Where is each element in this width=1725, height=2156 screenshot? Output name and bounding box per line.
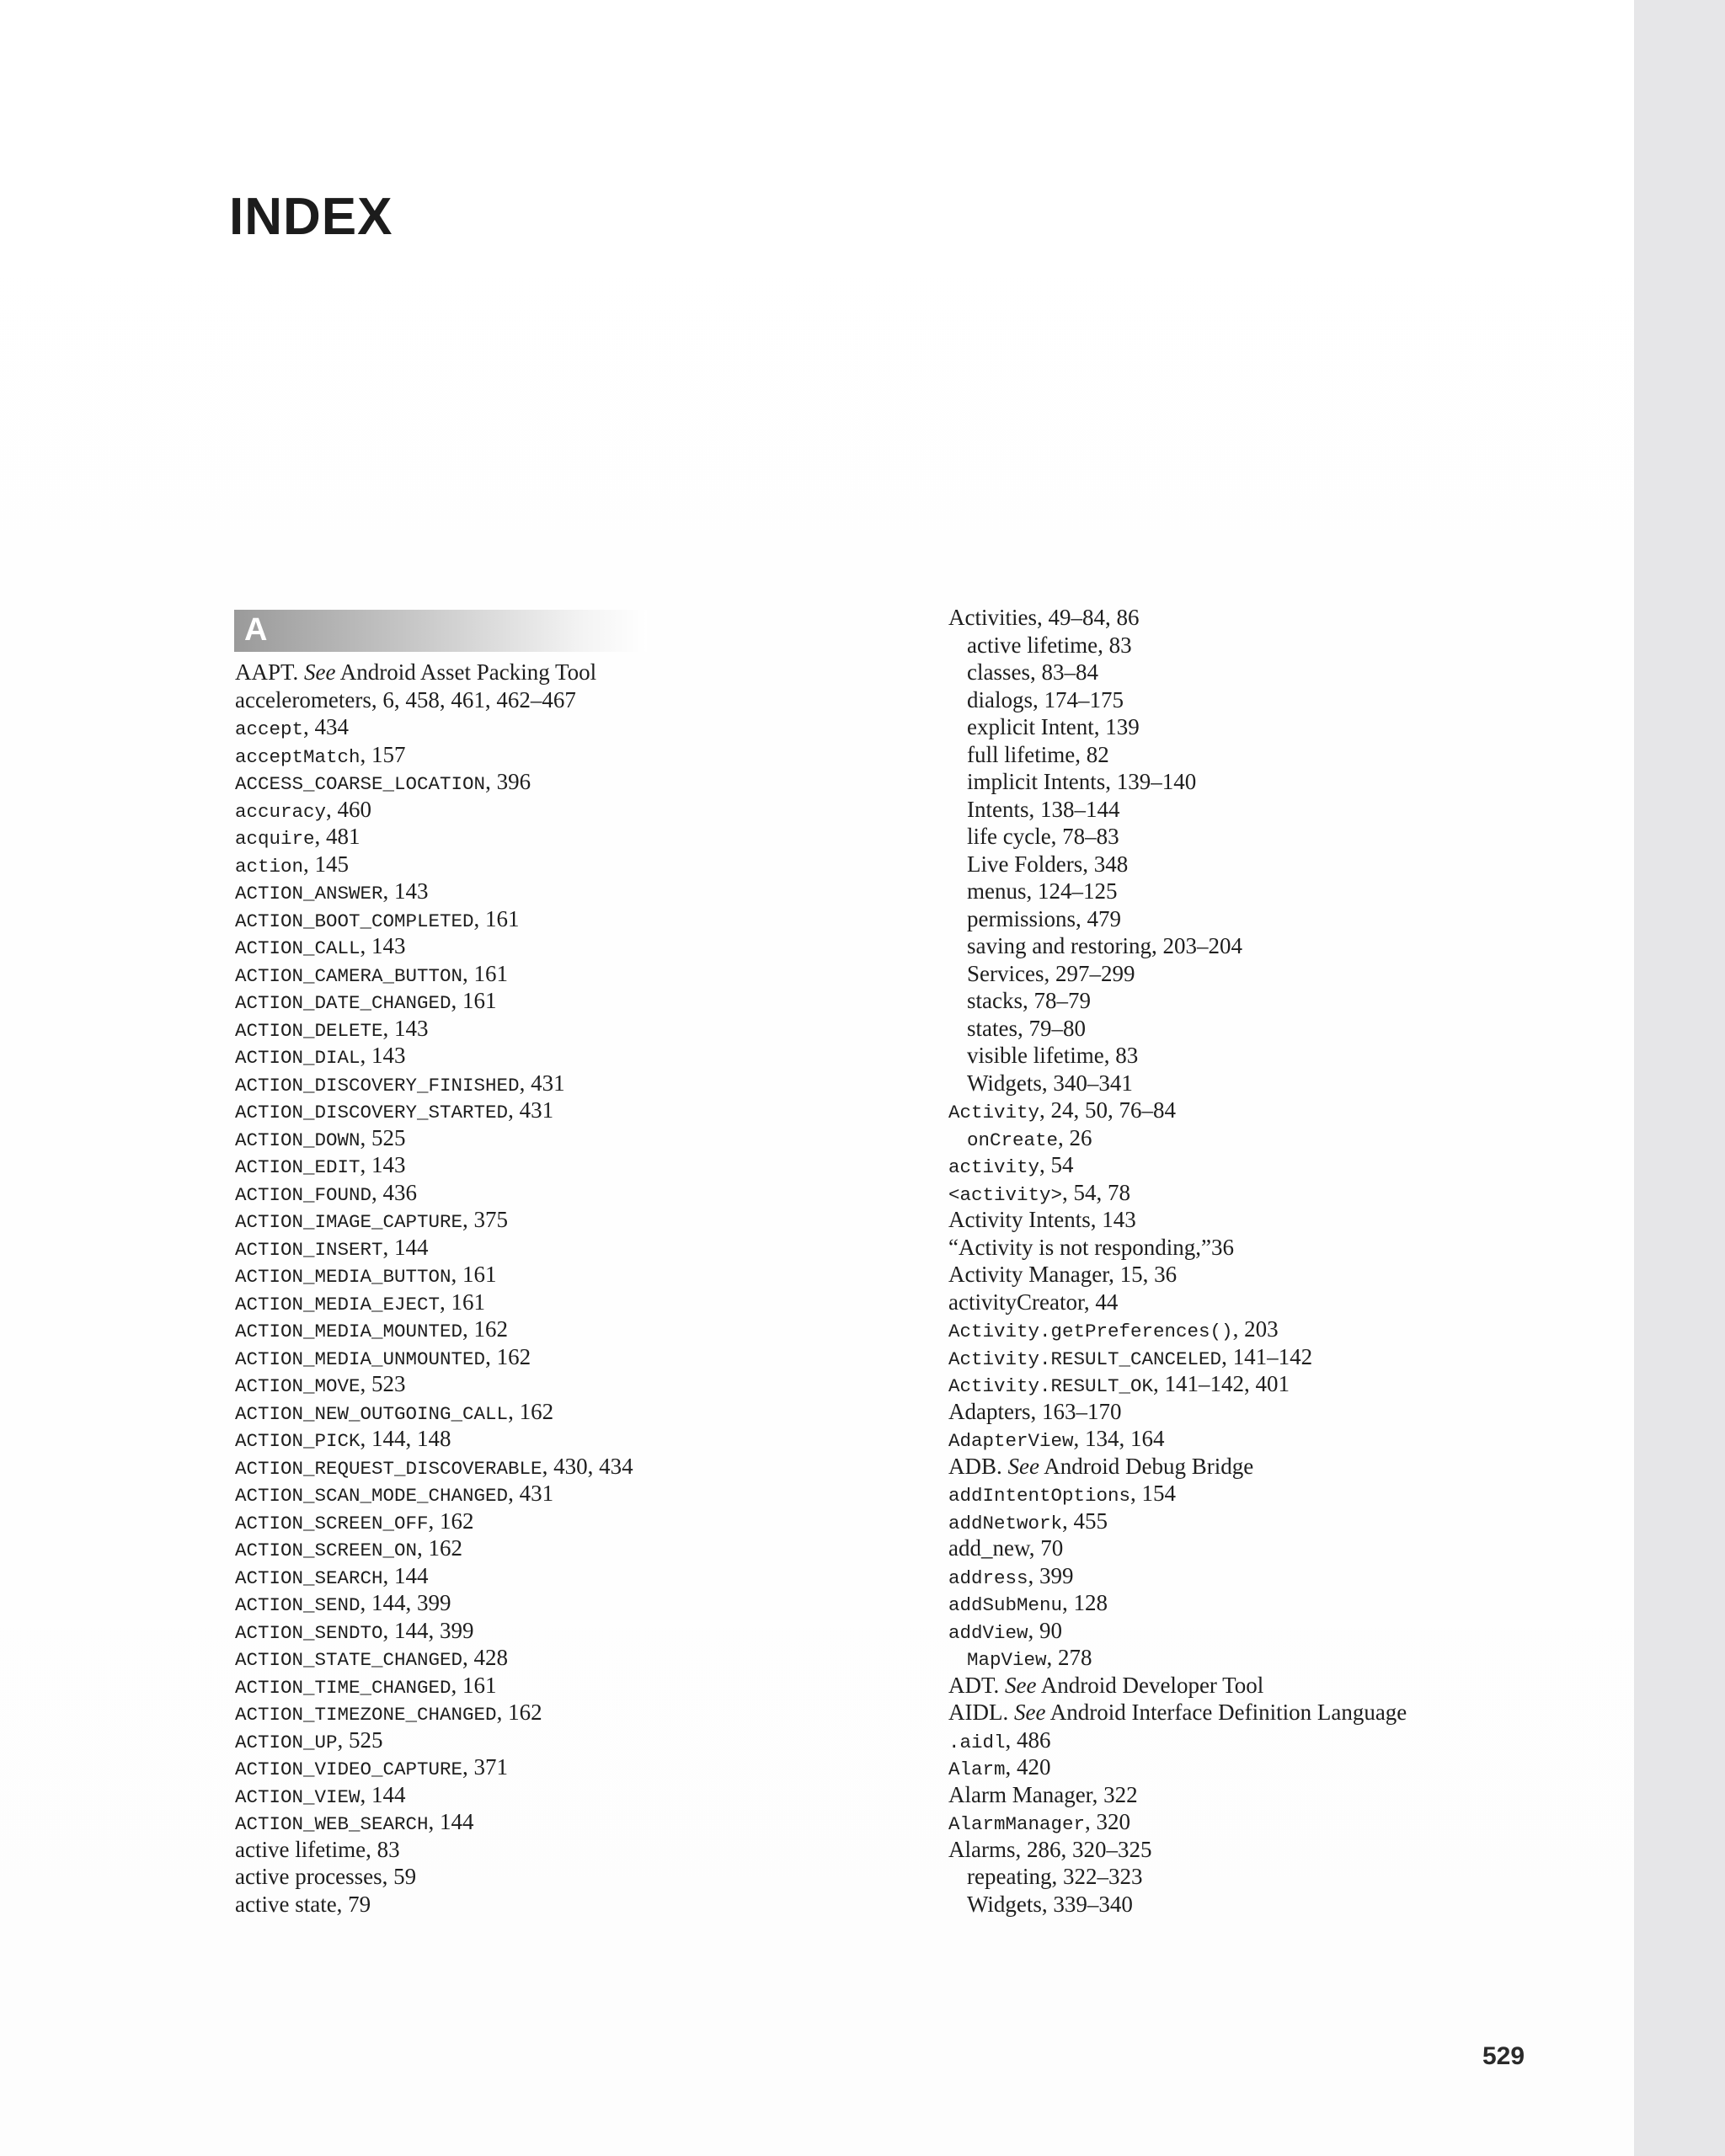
entry-text: , 431	[508, 1097, 554, 1123]
code-term: ACTION_INSERT	[235, 1238, 383, 1261]
entry-text: AAPT.	[235, 659, 305, 685]
code-term: ACTION_VIDEO_CAPTURE	[235, 1758, 463, 1780]
index-entry	[235, 932, 875, 960]
entry-text: , 145	[303, 851, 350, 877]
code-term: Activity	[948, 1102, 1040, 1123]
entry-text: active processes, 59	[235, 1864, 417, 1889]
index-entry	[235, 1453, 875, 1481]
code-term: Activity.RESULT_CANCELED	[948, 1348, 1222, 1370]
entry-text: Alarms, 286, 320–325	[948, 1836, 1152, 1862]
index-entry	[235, 823, 875, 851]
entry-text: , 162	[417, 1535, 463, 1561]
index-entry	[948, 1453, 1589, 1481]
code-term: ACTION_SCAN_MODE_CHANGED	[235, 1485, 509, 1507]
index-entry	[948, 1480, 1589, 1508]
entry-text: menus, 124–125	[967, 878, 1118, 904]
entry-text: Widgets, 339–340	[967, 1891, 1133, 1917]
entry-text: , 523	[360, 1371, 406, 1396]
index-subentry	[948, 1124, 1589, 1152]
entry-text: , 128	[1062, 1590, 1108, 1615]
entry-text: active state, 79	[235, 1891, 371, 1917]
code-term: addNetwork	[948, 1512, 1063, 1534]
code-term: ACTION_MEDIA_BUTTON	[235, 1266, 451, 1288]
entry-text: accelerometers, 6, 458, 461, 462–467	[235, 686, 576, 712]
index-subentry	[948, 796, 1589, 824]
index-entry	[948, 1562, 1589, 1590]
index-subentry	[948, 905, 1589, 933]
index-entry	[948, 1699, 1589, 1726]
code-term: acquire	[235, 828, 315, 850]
see-reference: See	[304, 659, 336, 685]
entry-text: Android Debug Bridge	[1039, 1453, 1254, 1479]
code-term: ACTION_REQUEST_DISCOVERABLE	[235, 1457, 542, 1480]
entry-text: , 143	[382, 1015, 429, 1041]
index-entry	[948, 1617, 1589, 1645]
entry-text: implicit Intents, 139–140	[967, 769, 1197, 794]
entry-text: , 141–142	[1221, 1343, 1313, 1369]
code-term: ACTION_CALL	[235, 937, 360, 959]
entry-text: , 144	[360, 1781, 406, 1807]
entry-text: ADT.	[948, 1672, 1005, 1698]
code-term: ACTION_FOUND	[235, 1183, 372, 1206]
entry-text: , 26	[1058, 1124, 1092, 1150]
index-entry	[948, 1206, 1589, 1234]
see-reference: See	[1007, 1453, 1039, 1479]
index-entry	[235, 1863, 875, 1891]
entry-text: , 434	[303, 714, 350, 739]
code-term: ACTION_MOVE	[235, 1375, 360, 1397]
entry-text: explicit Intent, 139	[967, 714, 1140, 739]
entry-text: , 420	[1005, 1754, 1051, 1780]
index-entry	[235, 1234, 875, 1262]
index-subentry	[948, 932, 1589, 960]
entry-text: , 162	[496, 1700, 542, 1725]
entry-text: , 320	[1085, 1809, 1131, 1834]
index-subentry	[948, 1015, 1589, 1043]
index-entry	[948, 1781, 1589, 1809]
code-term: ACTION_TIME_CHANGED	[235, 1676, 451, 1699]
index-subentry	[948, 1891, 1589, 1919]
index-subentry	[948, 768, 1589, 796]
index-entry	[235, 1617, 875, 1645]
code-term: ACTION_MEDIA_MOUNTED	[235, 1321, 463, 1342]
index-entry	[235, 851, 875, 878]
entry-text: dialogs, 174–175	[967, 686, 1124, 712]
code-term: ACCESS_COARSE_LOCATION	[235, 773, 486, 795]
index-entry	[235, 1753, 875, 1781]
code-term: action	[235, 855, 304, 878]
code-term: ACTION_IMAGE_CAPTURE	[235, 1211, 463, 1233]
entry-text: , 161	[473, 905, 520, 931]
code-term: AdapterView	[948, 1430, 1074, 1452]
entry-text: Android Interface Definition Language	[1045, 1700, 1407, 1725]
index-entry	[948, 1808, 1589, 1836]
index-entry	[948, 1672, 1589, 1700]
index-entry	[235, 1015, 875, 1043]
index-entry	[948, 604, 1589, 632]
entry-text: , 203	[1232, 1316, 1279, 1342]
index-subentry	[948, 878, 1589, 905]
entry-text: , 157	[360, 741, 406, 767]
code-term: ACTION_SENDTO	[235, 1621, 383, 1644]
entry-text: stacks, 78–79	[967, 988, 1091, 1013]
entry-text: Services, 297–299	[967, 960, 1135, 986]
index-entry	[235, 686, 875, 714]
index-subentry	[948, 686, 1589, 714]
entry-text: , 430, 434	[542, 1453, 633, 1479]
entry-text: , 161	[462, 960, 509, 986]
index-entry	[948, 1425, 1589, 1453]
entry-text: Android Developer Tool	[1036, 1672, 1264, 1698]
entry-text: , 460	[326, 796, 372, 822]
index-entry	[235, 1836, 875, 1864]
code-term: ACTION_ANSWER	[235, 883, 383, 905]
entry-text: , 525	[337, 1726, 383, 1753]
index-subentry	[948, 1863, 1589, 1891]
code-term: ACTION_MEDIA_EJECT	[235, 1293, 441, 1315]
entry-text: , 24, 50, 76–84	[1039, 1097, 1177, 1123]
entry-text: , 161	[440, 1289, 486, 1315]
code-term: ACTION_UP	[235, 1731, 338, 1753]
code-term: addView	[948, 1621, 1028, 1644]
entry-text: , 90	[1028, 1617, 1063, 1643]
index-entry	[948, 1726, 1589, 1754]
entry-text: add_new, 70	[948, 1535, 1064, 1561]
code-term: ACTION_TIMEZONE_CHANGED	[235, 1704, 497, 1726]
index-entry	[235, 1891, 875, 1919]
entry-text: Android Asset Packing Tool	[335, 659, 597, 685]
index-column-left	[235, 659, 875, 1918]
code-term: onCreate	[967, 1129, 1059, 1151]
index-entry	[948, 1398, 1589, 1426]
entry-text: , 399	[1028, 1562, 1074, 1588]
entry-text: , 431	[508, 1481, 554, 1506]
index-entry	[948, 1370, 1589, 1398]
index-entry	[235, 1343, 875, 1371]
entry-text: , 144, 399	[360, 1590, 451, 1615]
entry-text: activityCreator, 44	[948, 1289, 1119, 1315]
entry-text: , 144	[382, 1562, 429, 1588]
entry-text: Activity Intents, 143	[948, 1207, 1136, 1232]
index-entry	[235, 1097, 875, 1124]
index-subentry	[948, 1644, 1589, 1672]
entry-text: , 144	[382, 1234, 429, 1260]
index-entry	[948, 1315, 1589, 1343]
index-entry	[235, 1370, 875, 1398]
code-term: AlarmManager	[948, 1813, 1086, 1835]
see-reference: See	[1013, 1700, 1046, 1725]
entry-text: visible lifetime, 83	[967, 1043, 1139, 1068]
index-entry	[235, 1672, 875, 1700]
index-entry	[235, 1398, 875, 1426]
code-term: ACTION_SEARCH	[235, 1566, 383, 1589]
index-entry	[235, 768, 875, 796]
entry-text: “Activity is not responding,”36	[948, 1234, 1234, 1260]
index-entry	[948, 1234, 1589, 1262]
code-term: ACTION_SEND	[235, 1594, 360, 1616]
code-term: ACTION_WEB_SEARCH	[235, 1813, 429, 1835]
code-term: addSubMenu	[948, 1594, 1063, 1616]
entry-text: , 161	[451, 1672, 497, 1698]
entry-text: , 162	[485, 1343, 531, 1369]
index-entry	[235, 741, 875, 769]
entry-text: , 486	[1005, 1726, 1051, 1753]
entry-text: , 161	[451, 988, 497, 1013]
index-subentry	[948, 632, 1589, 659]
index-subentry	[948, 960, 1589, 988]
entry-text: , 161	[451, 1262, 497, 1287]
index-subentry	[948, 851, 1589, 878]
index-entry	[235, 960, 875, 988]
code-term: ACTION_DOWN	[235, 1129, 360, 1151]
index-subentry	[948, 659, 1589, 686]
entry-text: permissions, 479	[967, 905, 1122, 931]
entry-text: , 144, 399	[382, 1617, 474, 1643]
entry-text: Live Folders, 348	[967, 851, 1129, 877]
code-term: ACTION_DATE_CHANGED	[235, 992, 451, 1014]
index-entry	[235, 987, 875, 1015]
index-subentry	[948, 1070, 1589, 1097]
index-entry	[948, 1179, 1589, 1207]
entry-text: states, 79–80	[967, 1015, 1086, 1041]
entry-text: , 162	[462, 1316, 509, 1342]
index-entry	[235, 1508, 875, 1535]
index-entry	[235, 1070, 875, 1097]
entry-text: classes, 83–84	[967, 659, 1098, 685]
code-term: ACTION_STATE_CHANGED	[235, 1649, 463, 1671]
index-entry	[948, 1261, 1589, 1289]
page-margin-edge	[1634, 0, 1725, 2156]
entry-text: AIDL.	[948, 1700, 1014, 1725]
index-entry	[235, 1480, 875, 1508]
code-term: ACTION_CAMERA_BUTTON	[235, 964, 463, 987]
entry-text: , 154	[1130, 1481, 1177, 1506]
code-term: ACTION_DISCOVERY_FINISHED	[235, 1074, 520, 1097]
code-term: Activity.getPreferences()	[948, 1321, 1233, 1342]
entry-text: , 162	[428, 1508, 474, 1534]
index-entry	[948, 1289, 1589, 1316]
entry-text: Alarm Manager, 322	[948, 1781, 1138, 1807]
code-term: ACTION_SCREEN_ON	[235, 1540, 418, 1561]
code-term: ACTION_SCREEN_OFF	[235, 1512, 429, 1534]
index-entry	[235, 905, 875, 933]
code-term: ACTION_PICK	[235, 1430, 360, 1452]
entry-text: life cycle, 78–83	[967, 824, 1119, 849]
index-entry	[235, 1315, 875, 1343]
entry-text: , 134, 164	[1073, 1426, 1165, 1451]
entry-text: Activity Manager, 15, 36	[948, 1262, 1178, 1287]
entry-text: , 144, 148	[360, 1426, 451, 1451]
index-entry	[235, 1042, 875, 1070]
code-term: acceptMatch	[235, 745, 360, 768]
index-entry	[948, 1508, 1589, 1535]
code-term: ACTION_BOOT_COMPLETED	[235, 910, 474, 932]
index-entry	[235, 1206, 875, 1234]
entry-text: , 54, 78	[1062, 1179, 1131, 1205]
index-entry	[235, 1261, 875, 1289]
entry-text: , 143	[360, 1152, 406, 1177]
index-column-right	[948, 604, 1589, 1918]
entry-text: Adapters, 163–170	[948, 1398, 1122, 1424]
entry-text: , 525	[360, 1124, 406, 1150]
entry-text: Widgets, 340–341	[967, 1070, 1133, 1096]
entry-text: Intents, 138–144	[967, 796, 1120, 822]
entry-text: , 278	[1046, 1645, 1092, 1670]
code-term: ACTION_DIAL	[235, 1047, 360, 1069]
index-entry	[235, 1289, 875, 1316]
code-term: <activity>	[948, 1183, 1063, 1206]
index-subentry	[948, 741, 1589, 769]
entry-text: , 162	[508, 1398, 554, 1424]
page-title: INDEX	[229, 188, 393, 246]
entry-text: , 54	[1039, 1152, 1074, 1177]
index-entry	[235, 1781, 875, 1809]
code-term: addIntentOptions	[948, 1485, 1131, 1507]
entry-text: saving and restoring, 203–204	[967, 933, 1242, 958]
code-term: ACTION_DISCOVERY_STARTED	[235, 1102, 509, 1123]
entry-text: , 436	[371, 1179, 418, 1205]
code-term: ACTION_MEDIA_UNMOUNTED	[235, 1348, 486, 1370]
index-entry	[948, 1534, 1589, 1562]
index-entry	[235, 796, 875, 824]
entry-text: active lifetime, 83	[235, 1836, 400, 1862]
code-term: activity	[948, 1156, 1040, 1178]
entry-text: , 396	[485, 769, 531, 794]
index-entry	[235, 1589, 875, 1617]
code-term: ACTION_DELETE	[235, 1019, 383, 1042]
code-term: .aidl	[948, 1731, 1006, 1753]
entry-text: , 141–142, 401	[1153, 1371, 1290, 1396]
index-entry	[948, 1097, 1589, 1124]
code-term: Activity.RESULT_OK	[948, 1375, 1154, 1397]
code-term: ACTION_VIEW	[235, 1785, 360, 1808]
entry-text: active lifetime, 83	[967, 632, 1132, 658]
entry-text: , 371	[462, 1754, 509, 1780]
index-subentry	[948, 987, 1589, 1015]
index-entry	[235, 1699, 875, 1726]
entry-text: Activities, 49–84, 86	[948, 605, 1140, 630]
index-subentry	[948, 823, 1589, 851]
index-subentry	[948, 713, 1589, 741]
index-entry	[235, 1425, 875, 1453]
code-term: ACTION_EDIT	[235, 1156, 360, 1178]
see-reference: See	[1005, 1672, 1037, 1698]
entry-text: repeating, 322–323	[967, 1864, 1143, 1889]
code-term: accept	[235, 718, 304, 740]
index-entry	[235, 1644, 875, 1672]
index-entry	[948, 1836, 1589, 1864]
page-number: 529	[1482, 2042, 1525, 2070]
entry-text: , 431	[519, 1070, 565, 1096]
section-letter: A	[244, 612, 268, 648]
section-letter-header	[234, 610, 647, 652]
code-term: accuracy	[235, 800, 327, 823]
index-entry	[948, 1753, 1589, 1781]
entry-text: , 428	[462, 1645, 509, 1670]
index-entry	[948, 1151, 1589, 1179]
index-entry	[235, 1151, 875, 1179]
entry-text: , 375	[462, 1207, 509, 1232]
index-entry	[235, 878, 875, 905]
index-entry	[235, 713, 875, 741]
index-entry	[235, 1726, 875, 1754]
index-subentry	[948, 1042, 1589, 1070]
entry-text: , 143	[382, 878, 429, 904]
entry-text: , 144	[428, 1809, 474, 1834]
entry-text: , 481	[314, 824, 360, 849]
index-entry	[235, 1562, 875, 1590]
index-entry	[235, 1808, 875, 1836]
code-term: address	[948, 1566, 1028, 1589]
code-term: Alarm	[948, 1758, 1006, 1780]
entry-text: , 143	[360, 1043, 406, 1068]
index-entry	[948, 1343, 1589, 1371]
entry-text: , 143	[360, 933, 406, 958]
entry-text: full lifetime, 82	[967, 741, 1109, 767]
index-entry	[235, 659, 875, 686]
entry-text: ADB.	[948, 1453, 1008, 1479]
entry-text: , 455	[1062, 1508, 1108, 1534]
index-entry	[235, 1534, 875, 1562]
index-entry	[948, 1589, 1589, 1617]
code-term: MapView	[967, 1649, 1047, 1671]
index-entry	[235, 1179, 875, 1207]
code-term: ACTION_NEW_OUTGOING_CALL	[235, 1402, 509, 1425]
index-entry	[235, 1124, 875, 1152]
